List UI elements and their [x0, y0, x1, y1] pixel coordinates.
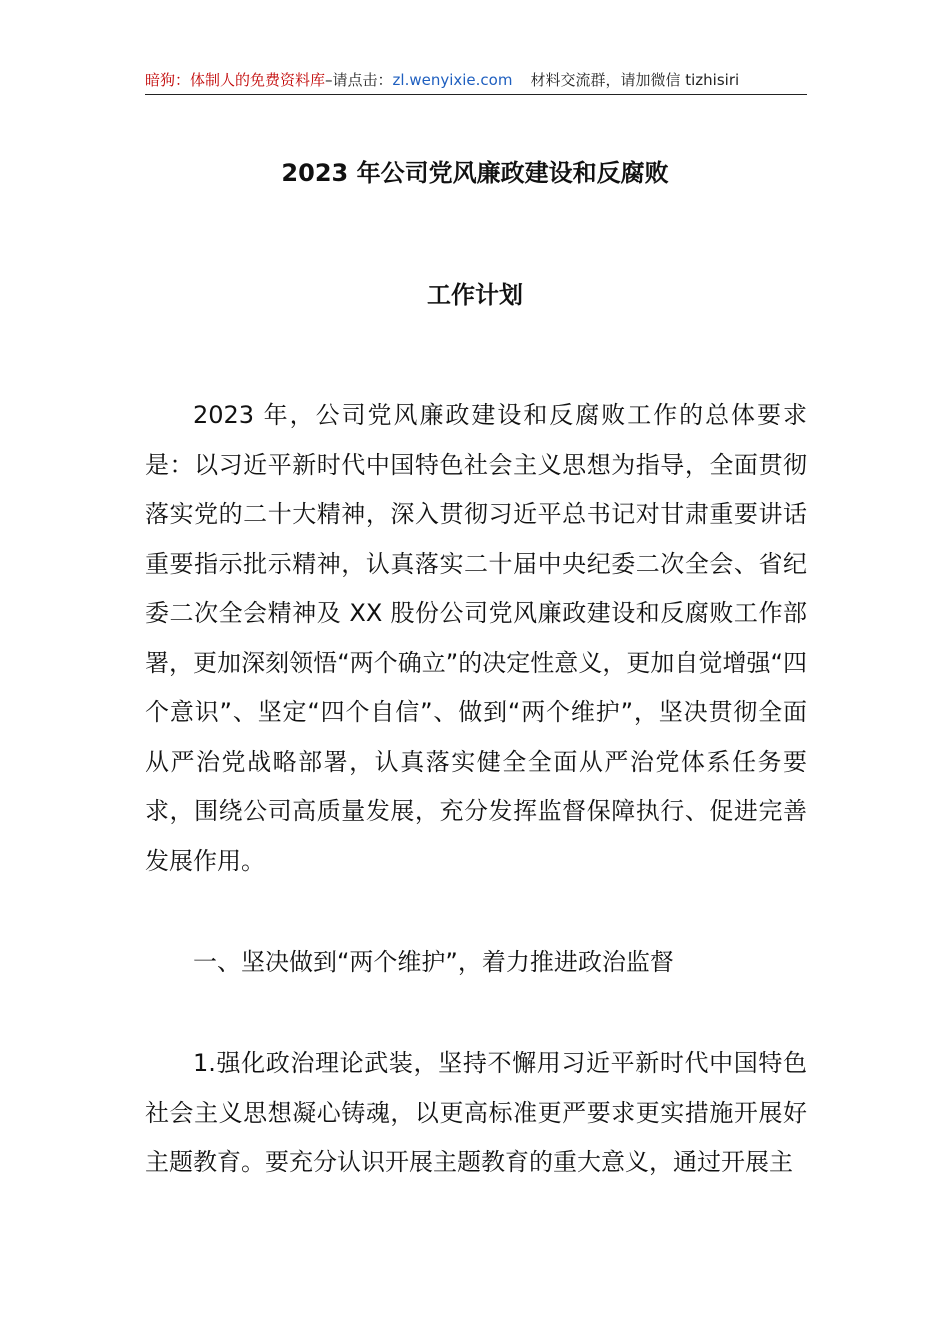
- section1-heading: 一、坚决做到“两个维护”，着力推进政治监督: [193, 948, 674, 976]
- document-title-line2: 工作计划: [427, 281, 523, 309]
- header-link[interactable]: zl.wenyixie.com: [392, 71, 513, 89]
- page-header: [145, 68, 807, 95]
- document-title-line1: 2023 年公司党风廉政建设和反腐败: [281, 159, 669, 187]
- header-group-text: 材料交流群，请加微信 tizhisiri: [530, 71, 740, 89]
- item1-paragraph: 1.强化政治理论武装，坚持不懈用习近平新时代中国特色社会主义思想凝心铸魂，以更高标准更严要求更实措施开展好主题教育。要充分认识开展主题教育的重大意义，通过开展主: [145, 1049, 807, 1176]
- header-promo-text: 暗狗：体制人的免费资料库: [145, 71, 326, 89]
- intro-paragraph: 2023 年，公司党风廉政建设和反腐败工作的总体要求是：以习近平新时代中国特色社会主义思想为指导，全面贯彻落实党的二十大精神，深入贯彻习近平总书记对甘肃重要讲话重要指示批示精神，认真落实二十届中央纪委二次全会、省纪委二次全会精神及 XX 股份公司党风廉政建设和反腐败工作部署，更加深刻领悟“两个确立”的决定性意义，更加自觉增强“四个意识”、坚定“四个自信”、做到“两个维护”，坚决贯彻全面从严治党战略部署，认真落实健全全面从严治党体系任务要求，围绕公司高质量发展，充分发挥监督保障执行、促进完善发展作用。: [145, 401, 807, 875]
- header-separator: –请点击：: [325, 71, 393, 89]
